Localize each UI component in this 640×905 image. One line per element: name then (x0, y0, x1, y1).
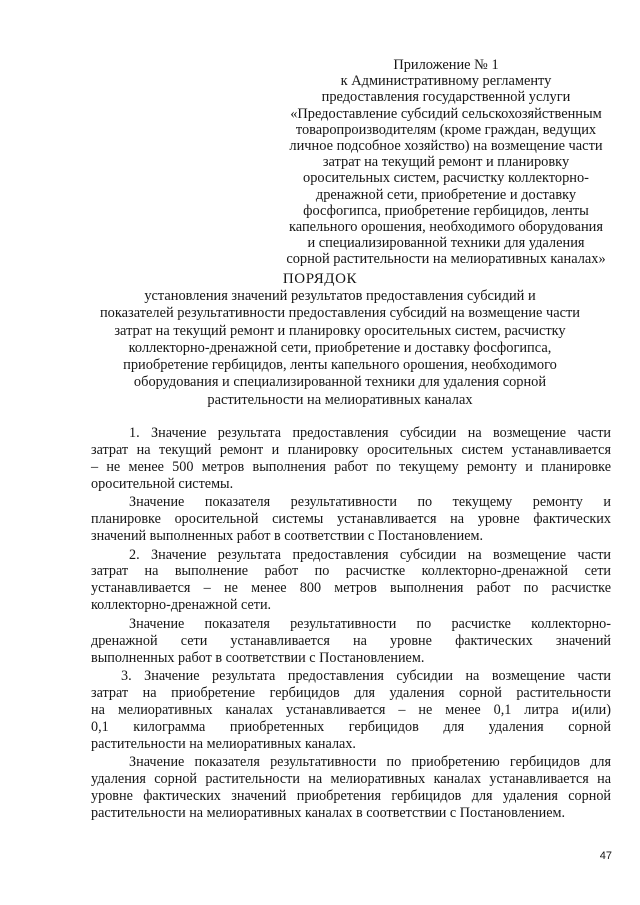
paragraph-2 (91, 547, 611, 615)
paragraph-line: 3. Значение результата предоставления субсидии на возмещение части (121, 668, 611, 685)
paragraph-line: удаления сорной растительности на мелиоративных каналах устанавливается на (91, 771, 611, 788)
paragraph-line: растительности на мелиоративных каналах в соответствии с Постановлением. (91, 804, 566, 821)
subtitle-line: показателей результативности предоставления субсидий на возмещение части (99, 305, 581, 322)
paragraph-line: 1. Значение результата предоставления субсидии на возмещение части (129, 425, 611, 441)
annex-line: затрат на текущий ремонт и планировку (322, 154, 570, 171)
subtitle-line: коллекторно-дренажной сети, приобретение и доставку фосфогипса, (128, 339, 552, 356)
paragraph-line: устанавливается – не менее 800 метров выполнения работ по расчистке (91, 580, 611, 597)
annex-line: оросительных систем, расчистку коллекторно- (303, 170, 589, 187)
paragraph-line: Значение показателя результативности по приобретению гербицидов для (129, 754, 611, 771)
paragraph-line: уровне фактических значений приобретения гербицидов для удаления сорной (91, 788, 611, 804)
paragraph-line: дренажной сети устанавливается на уровне фактических значений (91, 632, 611, 649)
paragraph-line: 2. Значение результата предоставления субсидии на возмещение части (129, 546, 611, 563)
paragraph-line: – не менее 500 метров выполнения работ по текущему ремонту и планировке (91, 458, 611, 475)
annex-line: сорной растительности на мелиоративных каналах» (286, 251, 606, 268)
annex-line: предоставления государственной услуги (321, 89, 571, 106)
subtitle-line: затрат на текущий ремонт и планировку оросительных систем, расчистку (114, 322, 566, 339)
annex-line: «Предоставление субсидий сельскохозяйственным (290, 105, 602, 122)
annex-line: и специализированной техники для удаления (307, 235, 585, 252)
paragraph-2-indicator (91, 616, 611, 667)
annex-line: дренажной сети, приобретение и доставку (315, 186, 577, 203)
paragraph-line: на мелиоративных каналах устанавливается – не менее 0,1 литра и(или) (91, 701, 611, 718)
paragraph-line: Значение показателя результативности по расчистке коллекторно- (129, 615, 611, 632)
paragraph-line: затрат на текущий ремонт и планировку оросительных систем устанавливается (91, 441, 611, 458)
annex-line: фосфогипса, приобретение гербицидов, ленты (303, 202, 589, 219)
paragraph-1 (91, 425, 611, 493)
annex-header (270, 57, 622, 268)
paragraph-3-indicator (91, 754, 611, 822)
annex-line: личное подсобное хозяйство) на возмещение части (289, 138, 603, 155)
document-body (91, 425, 611, 823)
paragraph-line: значений выполненных работ в соответствии с Постановлением. (91, 528, 484, 545)
annex-line: товаропроизводителям (кроме граждан, ведущих (295, 121, 597, 138)
subtitle-line: растительности на мелиоративных каналах (207, 391, 473, 408)
paragraph-1-indicator (91, 494, 611, 545)
paragraph-line: коллекторно-дренажной сети. (91, 597, 272, 614)
annex-line: капельного орошения, необходимого оборудования (289, 219, 603, 236)
subtitle-line: установления значений результатов предоставления субсидий и (144, 288, 536, 304)
paragraph-line: 0,1 килограмма приобретенных гербицидов для удаления сорной (91, 718, 611, 735)
subtitle-line: приобретение гербицидов, ленты капельного орошения, необходимого (123, 357, 557, 374)
paragraph-line: растительности на мелиоративных каналах. (91, 735, 356, 752)
document-subtitle (70, 288, 610, 409)
paragraph-line: затрат на выполнение работ по расчистке коллекторно-дренажной сети (91, 563, 611, 580)
paragraph-line: затрат на приобретение гербицидов для удаления сорной растительности (91, 684, 611, 701)
paragraph-3 (91, 668, 611, 753)
annex-line: к Административному регламенту (340, 73, 552, 90)
annex-line: Приложение № 1 (393, 57, 499, 73)
paragraph-line: выполненных работ в соответствии с Постановлением. (91, 649, 425, 666)
paragraph-line: Значение показателя результативности по текущему ремонту и (129, 494, 611, 511)
page-number: 47 (599, 850, 612, 862)
paragraph-line: планировке оросительной системы устанавливается на уровне фактических (91, 511, 611, 528)
document-title: ПОРЯДОК (282, 271, 358, 287)
subtitle-line: оборудования и специализированной техники для удаления сорной (133, 374, 547, 391)
paragraph-line: оросительной системы. (91, 475, 234, 492)
